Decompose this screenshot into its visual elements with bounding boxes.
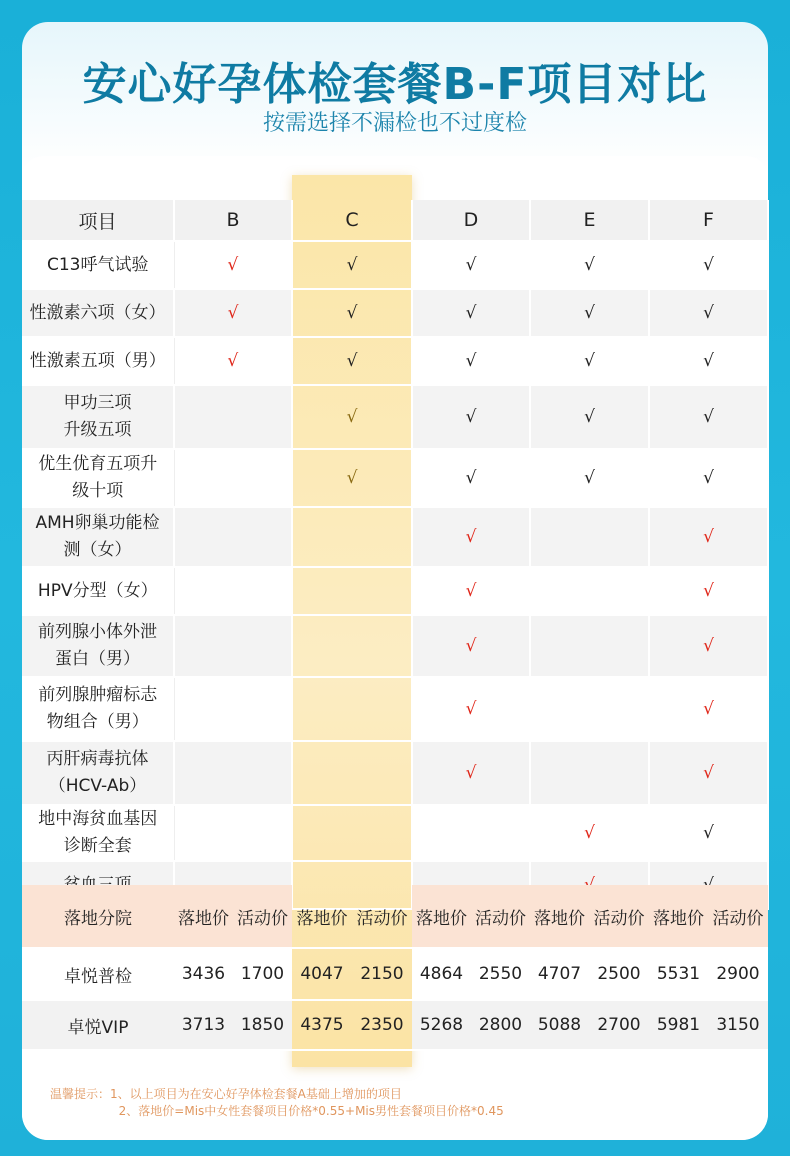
check-cell: [412, 741, 530, 805]
check-cell: [292, 741, 412, 805]
item-name: HPV分型（女）: [22, 567, 174, 615]
check-cell: [530, 567, 649, 615]
check-mark-icon: √: [227, 351, 239, 371]
check-cell: [292, 337, 412, 385]
check-cell: [412, 385, 530, 449]
table-header-row: [22, 200, 768, 241]
check-mark-icon: √: [703, 407, 714, 427]
check-cell: [174, 805, 292, 861]
check-cell: [530, 337, 649, 385]
promo-price-value: 2700: [589, 1000, 649, 1050]
check-cell: [649, 741, 768, 805]
check-mark-icon: √: [703, 468, 714, 488]
promo-price-header: 活动价: [708, 885, 768, 948]
check-cell: [412, 615, 530, 677]
footnote-line-2: 2、落地价=Mis中女性套餐项目价格*0.55+Mis男性套餐项目价格*0.45: [118, 1104, 504, 1118]
check-cell: [530, 615, 649, 677]
check-cell: [174, 241, 292, 289]
table-row: [22, 449, 768, 507]
check-mark-icon: √: [465, 636, 477, 656]
list-price-value: 5088: [530, 1000, 589, 1050]
check-cell: [174, 677, 292, 741]
check-cell: [649, 805, 768, 861]
list-price-value: 4375: [292, 1000, 352, 1050]
item-name: AMH卵巢功能检 测（女）: [22, 507, 174, 567]
list-price-header: 落地价: [649, 885, 708, 948]
check-cell: [174, 615, 292, 677]
column-header: F: [649, 200, 768, 241]
check-mark-icon: √: [584, 255, 595, 275]
list-price-value: 5981: [649, 1000, 708, 1050]
check-cell: [292, 805, 412, 861]
list-price-header: 落地价: [412, 885, 471, 948]
check-cell: [649, 567, 768, 615]
promo-price-header: 活动价: [589, 885, 649, 948]
check-mark-icon: √: [346, 255, 358, 275]
check-mark-icon: √: [227, 303, 239, 323]
check-cell: [292, 449, 412, 507]
check-mark-icon: √: [465, 351, 477, 371]
check-cell: [649, 289, 768, 337]
check-mark-icon: √: [703, 823, 714, 843]
check-mark-icon: √: [346, 351, 358, 371]
item-name: 性激素六项（女）: [22, 289, 174, 337]
table-row: [22, 385, 768, 449]
check-cell: [412, 567, 530, 615]
check-mark-icon: √: [465, 303, 477, 323]
item-name: 甲功三项 升级五项: [22, 385, 174, 449]
promo-price-value: 2350: [352, 1000, 412, 1050]
check-cell: [174, 567, 292, 615]
list-price-value: 4864: [412, 948, 471, 1000]
column-header: 项目: [22, 200, 174, 241]
check-mark-icon: √: [465, 255, 477, 275]
promo-price-value: 2150: [352, 948, 412, 1000]
branch-header: 落地分院: [22, 885, 174, 948]
check-cell: [412, 805, 530, 861]
check-mark-icon: √: [465, 468, 477, 488]
check-mark-icon: √: [584, 303, 595, 323]
check-cell: [530, 449, 649, 507]
table-row: [22, 741, 768, 805]
check-cell: [174, 741, 292, 805]
check-mark-icon: √: [346, 468, 358, 488]
check-cell: [649, 337, 768, 385]
item-name: 地中海贫血基因 诊断全套: [22, 805, 174, 861]
check-mark-icon: √: [465, 527, 477, 547]
promo-price-header: 活动价: [471, 885, 530, 948]
check-cell: [292, 241, 412, 289]
check-cell: [530, 507, 649, 567]
check-mark-icon: √: [703, 636, 714, 656]
pricing-row: [22, 948, 768, 1000]
branch-name: 卓悦普检: [22, 948, 174, 1000]
item-name: 前列腺肿瘤标志 物组合（男）: [22, 677, 174, 741]
pricing-row: [22, 1000, 768, 1050]
table-row: [22, 507, 768, 567]
check-cell: [292, 615, 412, 677]
promo-price-value: 2550: [471, 948, 530, 1000]
column-header: C: [292, 200, 412, 241]
table-row: [22, 337, 768, 385]
check-cell: [649, 385, 768, 449]
check-cell: [412, 289, 530, 337]
pricing-header-row: [22, 885, 768, 948]
item-name: 前列腺小体外泄 蛋白（男）: [22, 615, 174, 677]
check-mark-icon: √: [346, 303, 358, 323]
check-cell: [174, 449, 292, 507]
check-mark-icon: √: [703, 527, 714, 547]
check-mark-icon: √: [703, 581, 714, 601]
check-mark-icon: √: [465, 581, 477, 601]
check-cell: [412, 507, 530, 567]
check-cell: [174, 289, 292, 337]
pricing-table: [22, 885, 768, 1051]
column-header: E: [530, 200, 649, 241]
promo-price-value: 2900: [708, 948, 768, 1000]
branch-name: 卓悦VIP: [22, 1000, 174, 1050]
list-price-value: 5531: [649, 948, 708, 1000]
list-price-header: 落地价: [530, 885, 589, 948]
check-cell: [292, 507, 412, 567]
item-name: 丙肝病毒抗体 （HCV-Ab）: [22, 741, 174, 805]
list-price-value: 3436: [174, 948, 233, 1000]
table-row: [22, 615, 768, 677]
promo-price-value: 1700: [233, 948, 292, 1000]
check-mark-icon: √: [584, 468, 595, 488]
list-price-value: 4047: [292, 948, 352, 1000]
check-cell: [292, 385, 412, 449]
check-mark-icon: √: [703, 699, 714, 719]
promo-price-header: 活动价: [233, 885, 292, 948]
footnote: [50, 1086, 504, 1120]
check-cell: [174, 507, 292, 567]
check-cell: [174, 337, 292, 385]
promo-price-value: 2500: [589, 948, 649, 1000]
check-cell: [649, 241, 768, 289]
check-cell: [292, 567, 412, 615]
table-row: [22, 805, 768, 861]
check-cell: [412, 241, 530, 289]
check-cell: [649, 449, 768, 507]
promo-price-value: 2800: [471, 1000, 530, 1050]
check-mark-icon: √: [465, 699, 477, 719]
promo-price-value: 1850: [233, 1000, 292, 1050]
check-cell: [292, 677, 412, 741]
check-cell: [530, 289, 649, 337]
footnote-line-1: 温馨提示：1、以上项目为在安心好孕体检套餐A基础上增加的项目: [50, 1087, 402, 1101]
check-cell: [412, 677, 530, 741]
check-cell: [530, 741, 649, 805]
check-mark-icon: √: [703, 255, 714, 275]
column-header: D: [412, 200, 530, 241]
check-cell: [649, 677, 768, 741]
check-mark-icon: √: [703, 351, 714, 371]
promo-price-header: 活动价: [352, 885, 412, 948]
page-title: 安心好孕体检套餐B-F项目对比: [82, 59, 708, 110]
list-price-value: 5268: [412, 1000, 471, 1050]
check-mark-icon: √: [584, 823, 595, 843]
check-cell: [412, 337, 530, 385]
item-name: 性激素五项（男）: [22, 337, 174, 385]
check-cell: [174, 385, 292, 449]
comparison-table: [22, 200, 769, 910]
check-mark-icon: √: [227, 255, 239, 275]
check-mark-icon: √: [703, 303, 714, 323]
check-mark-icon: √: [465, 763, 477, 783]
table-row: [22, 677, 768, 741]
item-name: 优生优育五项升 级十项: [22, 449, 174, 507]
check-cell: [292, 289, 412, 337]
check-mark-icon: √: [584, 407, 595, 427]
item-name: C13呼气试验: [22, 241, 174, 289]
promo-price-value: 3150: [708, 1000, 768, 1050]
table-row: [22, 567, 768, 615]
check-cell: [649, 615, 768, 677]
check-mark-icon: √: [584, 351, 595, 371]
list-price-header: 落地价: [174, 885, 233, 948]
list-price-value: 3713: [174, 1000, 233, 1050]
check-cell: [530, 677, 649, 741]
check-cell: [530, 805, 649, 861]
check-mark-icon: √: [703, 763, 714, 783]
check-cell: [412, 449, 530, 507]
check-cell: [649, 507, 768, 567]
column-header: B: [174, 200, 292, 241]
check-cell: [530, 241, 649, 289]
check-mark-icon: √: [465, 407, 477, 427]
page-subtitle: 按需选择不漏检也不过度检: [262, 111, 527, 136]
check-mark-icon: √: [346, 407, 358, 427]
check-cell: [530, 385, 649, 449]
list-price-header: 落地价: [292, 885, 352, 948]
table-row: [22, 241, 768, 289]
table-row: [22, 289, 768, 337]
list-price-value: 4707: [530, 948, 589, 1000]
